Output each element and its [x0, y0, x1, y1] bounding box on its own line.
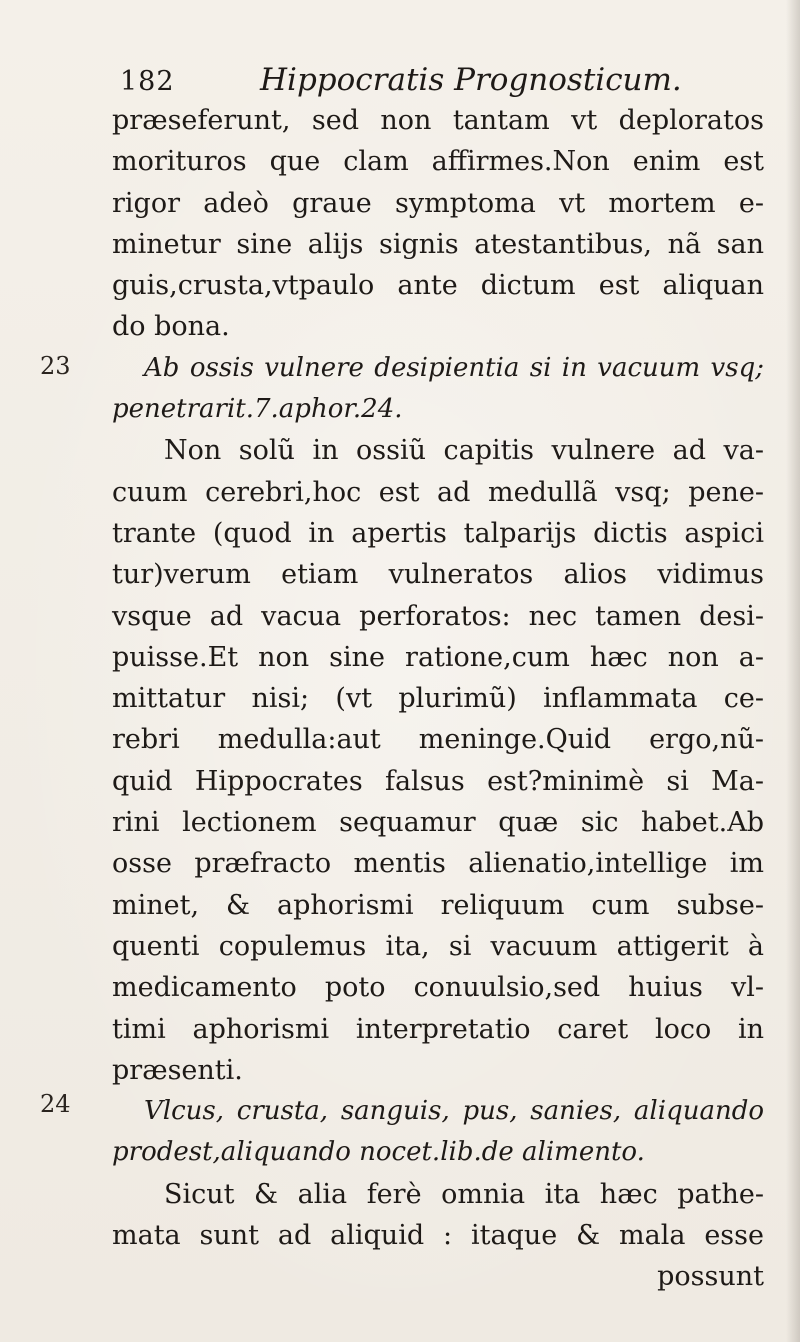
page-header — [120, 58, 680, 102]
text-line: quid Hippocrates falsus est?minimè si Ma- — [112, 765, 764, 797]
text-line: osse præfracto mentis alienatio,intellige im — [112, 848, 764, 880]
margin-number-23: 23 — [40, 352, 71, 380]
text-line: Non solũ in ossiũ capitis vulnere ad va- — [164, 435, 764, 467]
text-line: Sicut & alia ferè omnia ita hæc pathe- — [164, 1178, 764, 1210]
page-number: 182 — [120, 66, 175, 97]
aphorism-heading-line: Vlcus, crusta, sanguis, pus, sanies, aliquando — [144, 1096, 764, 1127]
margin-number-24: 24 — [40, 1090, 71, 1118]
text-line: morituros que clam affirmes.Non enim est — [112, 146, 764, 178]
text-line: timi aphorismi interpretatio caret loco in — [112, 1013, 764, 1045]
text-line: cuum cerebri,hoc est ad medullã vsq; pene- — [112, 476, 764, 508]
page-edge-shadow — [786, 0, 800, 1342]
text-line: præseferunt, sed non tantam vt deploratos — [112, 105, 764, 136]
text-line: guis,crusta,vtpaulo ante dictum est aliquan — [112, 270, 764, 302]
running-title: Hippocratis Prognosticum. — [260, 62, 682, 98]
aphorism-heading-line: Ab ossis vulnere desipientia si in vacuum vsq; — [144, 352, 764, 383]
aphorism-heading-line: penetrarit.7.aphor.24. — [112, 394, 403, 425]
text-line: trante (quod in apertis talparijs dictis aspici — [112, 517, 764, 549]
text-line: mittatur nisi; (vt plurimũ) inflammata ce- — [112, 683, 764, 715]
text-line: tur)verum etiam vulneratos alios vidimus — [112, 559, 764, 591]
text-line: minet, & aphorismi reliquum cum subse- — [112, 889, 764, 921]
text-line: vsque ad vacua perforatos: nec tamen desi- — [112, 600, 764, 632]
text-line: puisse.Et non sine ratione,cum hæc non a- — [112, 641, 764, 673]
text-line: quenti copulemus ita, si vacuum attigerit à — [112, 930, 764, 962]
text-line: præsenti. — [112, 1054, 243, 1086]
body-text — [112, 100, 764, 1298]
text-line: rebri medulla:aut meninge.Quid ergo,nũ- — [112, 724, 764, 756]
text-line: rini lectionem sequamur quæ sic habet.Ab — [112, 807, 764, 839]
aphorism-heading-line: prodest,aliquando nocet.lib.de alimento. — [112, 1137, 645, 1168]
catchword: possunt — [657, 1261, 764, 1293]
text-line: do bona. — [112, 311, 230, 343]
text-line: medicamento poto conuulsio,sed huius vl- — [112, 972, 764, 1004]
text-line: rigor adeò graue symptoma vt mortem e- — [112, 187, 764, 219]
text-line: mata sunt ad aliquid : itaque & mala esse — [112, 1220, 764, 1252]
text-line: minetur sine alijs signis atestantibus, nã san — [112, 228, 764, 260]
